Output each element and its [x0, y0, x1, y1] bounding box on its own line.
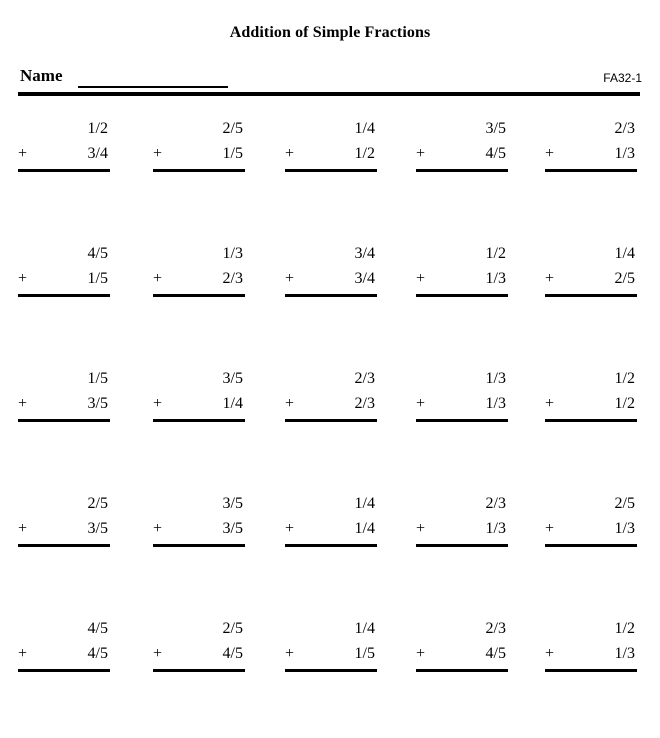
- fraction-addition-problem: [404, 488, 516, 547]
- sheet-code: FA32-1: [603, 71, 642, 85]
- second-operand-line: [141, 391, 253, 416]
- plus-operator-icon: +: [545, 270, 555, 287]
- fraction-addition-problem: [533, 238, 645, 297]
- second-operand: 1/5: [87, 270, 108, 287]
- fraction-addition-problem: [273, 363, 385, 422]
- second-operand-line: [6, 516, 118, 541]
- plus-operator-icon: +: [153, 145, 163, 162]
- answer-rule: [416, 669, 508, 672]
- second-operand: 1/4: [354, 520, 375, 537]
- first-operand: 2/3: [485, 620, 506, 637]
- plus-operator-icon: +: [416, 145, 426, 162]
- plus-operator-icon: +: [285, 145, 295, 162]
- second-operand: 4/5: [485, 645, 506, 662]
- fraction-addition-problem: [6, 488, 118, 547]
- answer-rule: [285, 294, 377, 297]
- first-operand: 1/4: [354, 495, 375, 512]
- first-operand: 2/3: [485, 495, 506, 512]
- second-operand-line: [404, 141, 516, 166]
- second-operand: 3/4: [354, 270, 375, 287]
- first-operand: 1/3: [222, 245, 243, 262]
- fraction-addition-problem: [533, 488, 645, 547]
- second-operand: 2/3: [222, 270, 243, 287]
- plus-operator-icon: +: [545, 520, 555, 537]
- plus-operator-icon: +: [545, 645, 555, 662]
- answer-rule: [285, 669, 377, 672]
- problem-row: [0, 488, 660, 613]
- plus-operator-icon: +: [416, 270, 426, 287]
- problem-grid: [0, 113, 660, 738]
- second-operand-line: [141, 516, 253, 541]
- answer-rule: [153, 544, 245, 547]
- second-operand: 1/3: [485, 270, 506, 287]
- second-operand: 1/4: [222, 395, 243, 412]
- first-operand: 1/2: [87, 120, 108, 137]
- fraction-addition-problem: [273, 488, 385, 547]
- problem-row: [0, 613, 660, 738]
- answer-rule: [153, 169, 245, 172]
- second-operand-line: [6, 266, 118, 291]
- plus-operator-icon: +: [285, 520, 295, 537]
- second-operand-line: [533, 516, 645, 541]
- plus-operator-icon: +: [285, 270, 295, 287]
- second-operand: 1/3: [614, 645, 635, 662]
- plus-operator-icon: +: [416, 395, 426, 412]
- second-operand: 1/5: [222, 145, 243, 162]
- fraction-addition-problem: [273, 113, 385, 172]
- second-operand: 2/3: [354, 395, 375, 412]
- fraction-addition-problem: [141, 488, 253, 547]
- second-operand: 4/5: [222, 645, 243, 662]
- answer-rule: [416, 419, 508, 422]
- second-operand-line: [273, 141, 385, 166]
- fraction-addition-problem: [6, 113, 118, 172]
- answer-rule: [18, 294, 110, 297]
- answer-rule: [545, 169, 637, 172]
- first-operand: 2/5: [614, 495, 635, 512]
- answer-rule: [18, 669, 110, 672]
- answer-rule: [416, 294, 508, 297]
- first-operand: 1/4: [354, 120, 375, 137]
- second-operand: 3/5: [222, 520, 243, 537]
- first-operand: 3/5: [485, 120, 506, 137]
- problem-row: [0, 363, 660, 488]
- plus-operator-icon: +: [545, 145, 555, 162]
- fraction-addition-problem: [273, 238, 385, 297]
- second-operand-line: [533, 641, 645, 666]
- plus-operator-icon: +: [153, 520, 163, 537]
- first-operand: 3/4: [354, 245, 375, 262]
- second-operand-line: [6, 641, 118, 666]
- first-operand: 2/5: [87, 495, 108, 512]
- problem-row: [0, 238, 660, 363]
- answer-rule: [18, 419, 110, 422]
- fraction-addition-problem: [141, 613, 253, 672]
- plus-operator-icon: +: [285, 395, 295, 412]
- second-operand-line: [273, 266, 385, 291]
- second-operand: 1/3: [485, 520, 506, 537]
- first-operand: 3/5: [222, 370, 243, 387]
- first-operand: 2/5: [222, 120, 243, 137]
- second-operand-line: [533, 391, 645, 416]
- fraction-addition-problem: [141, 113, 253, 172]
- first-operand: 1/5: [87, 370, 108, 387]
- second-operand: 2/5: [614, 270, 635, 287]
- fraction-addition-problem: [6, 613, 118, 672]
- second-operand: 1/3: [614, 145, 635, 162]
- plus-operator-icon: +: [545, 395, 555, 412]
- answer-rule: [153, 294, 245, 297]
- answer-rule: [416, 544, 508, 547]
- answer-rule: [285, 169, 377, 172]
- second-operand-line: [273, 391, 385, 416]
- second-operand-line: [6, 141, 118, 166]
- second-operand: 1/3: [614, 520, 635, 537]
- page-title: Addition of Simple Fractions: [229, 24, 431, 41]
- fraction-addition-problem: [404, 238, 516, 297]
- first-operand: 1/4: [354, 620, 375, 637]
- second-operand-line: [273, 641, 385, 666]
- first-operand: 4/5: [87, 620, 108, 637]
- answer-rule: [545, 419, 637, 422]
- second-operand-line: [404, 391, 516, 416]
- answer-rule: [545, 669, 637, 672]
- plus-operator-icon: +: [153, 645, 163, 662]
- answer-rule: [153, 669, 245, 672]
- first-operand: 1/3: [485, 370, 506, 387]
- answer-rule: [416, 169, 508, 172]
- plus-operator-icon: +: [285, 645, 295, 662]
- second-operand-line: [533, 266, 645, 291]
- fraction-addition-problem: [404, 113, 516, 172]
- name-write-in-line[interactable]: [78, 86, 228, 88]
- second-operand-line: [273, 516, 385, 541]
- answer-rule: [545, 294, 637, 297]
- first-operand: 1/2: [614, 370, 635, 387]
- answer-rule: [285, 419, 377, 422]
- answer-rule: [285, 544, 377, 547]
- second-operand: 1/5: [354, 645, 375, 662]
- fraction-addition-problem: [533, 363, 645, 422]
- answer-rule: [545, 544, 637, 547]
- answer-rule: [153, 419, 245, 422]
- second-operand: 3/5: [87, 395, 108, 412]
- plus-operator-icon: +: [18, 395, 28, 412]
- first-operand: 2/5: [222, 620, 243, 637]
- plus-operator-icon: +: [416, 520, 426, 537]
- header-divider: [18, 92, 640, 96]
- second-operand: 4/5: [87, 645, 108, 662]
- fraction-addition-problem: [141, 238, 253, 297]
- second-operand: 1/2: [354, 145, 375, 162]
- second-operand-line: [141, 266, 253, 291]
- fraction-addition-problem: [533, 113, 645, 172]
- first-operand: 2/3: [354, 370, 375, 387]
- answer-rule: [18, 544, 110, 547]
- name-label: Name: [20, 66, 63, 85]
- plus-operator-icon: +: [18, 645, 28, 662]
- plus-operator-icon: +: [153, 270, 163, 287]
- second-operand: 1/3: [485, 395, 506, 412]
- second-operand: 3/4: [87, 145, 108, 162]
- first-operand: 3/5: [222, 495, 243, 512]
- second-operand-line: [6, 391, 118, 416]
- second-operand-line: [404, 516, 516, 541]
- fraction-addition-problem: [6, 238, 118, 297]
- plus-operator-icon: +: [18, 270, 28, 287]
- first-operand: 1/4: [614, 245, 635, 262]
- second-operand: 1/2: [614, 395, 635, 412]
- second-operand-line: [533, 141, 645, 166]
- plus-operator-icon: +: [416, 645, 426, 662]
- fraction-addition-problem: [533, 613, 645, 672]
- plus-operator-icon: +: [153, 395, 163, 412]
- first-operand: 4/5: [87, 245, 108, 262]
- fraction-addition-problem: [273, 613, 385, 672]
- problem-row: [0, 113, 660, 238]
- first-operand: 1/2: [485, 245, 506, 262]
- fraction-addition-problem: [6, 363, 118, 422]
- fraction-addition-problem: [404, 363, 516, 422]
- fraction-addition-problem: [141, 363, 253, 422]
- second-operand-line: [404, 266, 516, 291]
- second-operand: 4/5: [485, 145, 506, 162]
- answer-rule: [18, 169, 110, 172]
- second-operand-line: [141, 141, 253, 166]
- first-operand: 1/2: [614, 620, 635, 637]
- fraction-addition-problem: [404, 613, 516, 672]
- second-operand: 3/5: [87, 520, 108, 537]
- first-operand: 2/3: [614, 120, 635, 137]
- second-operand-line: [404, 641, 516, 666]
- plus-operator-icon: +: [18, 145, 28, 162]
- second-operand-line: [141, 641, 253, 666]
- plus-operator-icon: +: [18, 520, 28, 537]
